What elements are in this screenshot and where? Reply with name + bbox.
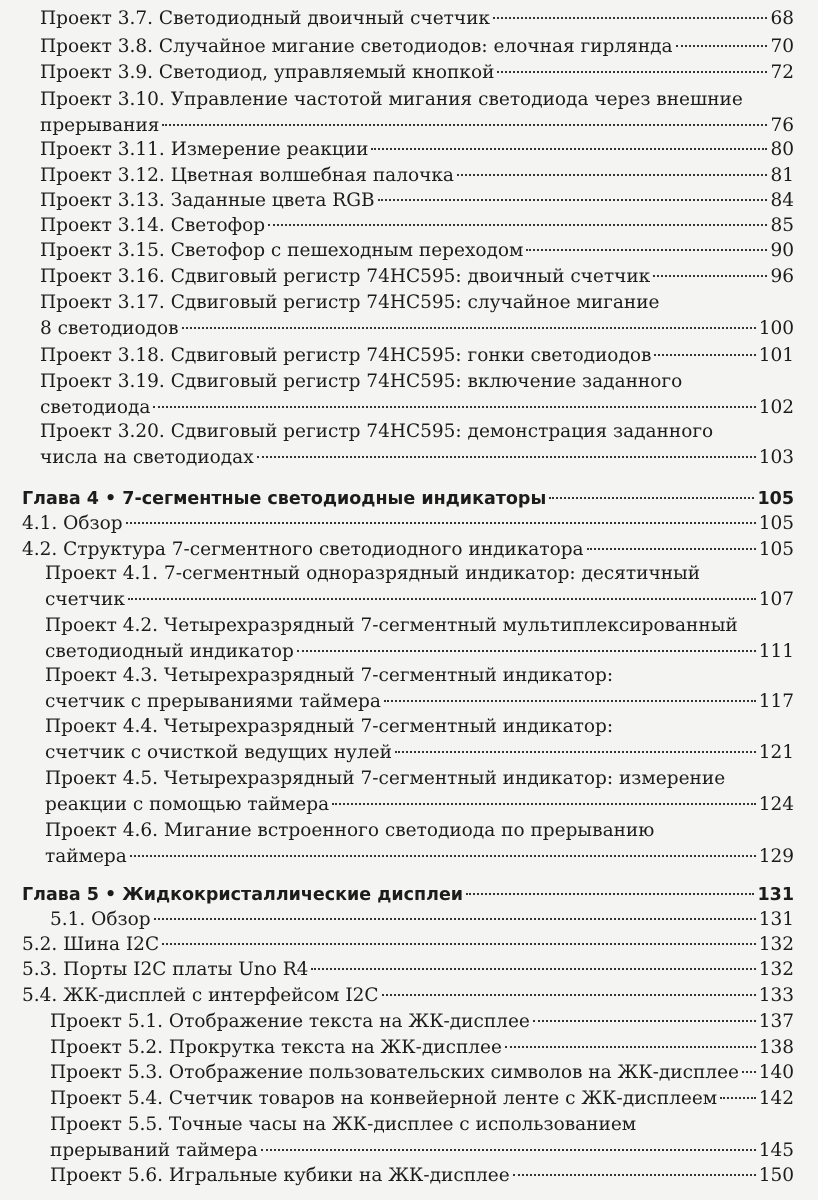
page-number: 76 [770,115,794,136]
dot-leader [549,497,754,499]
toc-entry-title: Проект 3.10. Управление частотой мигания светодиода через внешние [40,89,743,110]
dot-leader [268,224,767,226]
toc-entry-title: Проект 3.18. Сдвиговый регистр 74HC595: гонки светодиодов [40,345,652,366]
toc-entry-title-continuation: счетчик с очисткой ведущих нулей [45,742,392,763]
toc-entry-title: Проект 3.15. Светофор с пешеходным переходом [40,240,524,261]
page-number: 129 [758,846,794,867]
toc-entry [40,87,794,139]
toc-entry-title: 5.3. Порты I2C платы Uno R4 [22,959,309,980]
dot-leader [654,354,755,356]
toc-entry [40,264,794,290]
dot-leader [371,148,767,150]
dot-leader [126,522,756,524]
toc-entry-title: Глава 5 • Жидкокристаллические дисплеи [22,885,464,905]
toc-entry-title: Проект 3.7. Светодиодный двоичный счетчик [40,8,490,29]
toc-entry [22,957,794,983]
toc-entry-title: Проект 3.9. Светодиод, управляемый кнопкой [40,62,495,83]
toc-entry-title-continuation: реакции с помощью таймера [45,794,330,815]
dot-leader [311,968,755,970]
toc-entry [45,714,794,766]
toc-entry [40,137,794,163]
dot-leader [457,174,768,176]
dot-leader [261,1149,756,1151]
toc-entry [50,1035,794,1061]
toc-entry-title: Проект 4.2. Четырехразрядный 7-сегментный мультиплексированный [45,615,738,636]
page-number: 105 [757,489,794,509]
page-number: 72 [770,62,794,83]
dot-leader [720,1097,756,1099]
toc-entry-title: Проект 5.6. Игральные кубики на ЖК-дисплее [50,1165,510,1186]
toc-entry-title: Проект 4.6. Мигание встроенного светодиода по прерыванию [45,820,655,841]
page-number: 101 [758,345,794,366]
dot-leader [384,700,756,702]
toc-entry [40,290,794,342]
toc-chapter-entry [22,882,794,908]
page-number: 96 [770,266,794,287]
toc-entry [22,983,794,1009]
page-number: 70 [770,36,794,57]
toc-entry-title: Проект 3.20. Сдвиговый регистр 74HC595: демонстрация заданного [40,421,714,442]
toc-entry-title: Проект 4.1. 7-сегментный одноразрядный индикатор: десятичный [45,563,701,584]
dot-leader [395,751,756,753]
toc-entry-title: Проект 5.2. Прокрутка текста на ЖК-дисплее [50,1037,502,1058]
page-number: 90 [770,240,794,261]
page-number: 105 [758,539,794,560]
toc-entry [40,369,794,421]
toc-entry-title: Проект 3.11. Измерение реакции [40,139,369,160]
toc-entry [50,1060,794,1086]
toc-entry-title: Глава 4 • 7-сегментные светодиодные индикаторы [22,489,547,509]
toc-entry-title-continuation: 8 светодиодов [40,318,179,339]
toc-entry-title: Проект 5.5. Точные часы на ЖК-дисплее с использованием [50,1114,637,1135]
toc-entry-title: Проект 3.14. Светофор [40,215,266,236]
toc-entry-title-continuation: прерываний таймера [50,1140,258,1161]
dot-leader [505,1046,756,1048]
page-number: 84 [770,190,794,211]
dot-leader [587,548,756,550]
toc-entry-title: Проект 3.17. Сдвиговый регистр 74HC595: случайное мигание [40,292,660,313]
dot-leader [526,249,767,251]
page-number: 132 [758,959,794,980]
toc-entry-title: Проект 4.5. Четырехразрядный 7-сегментный индикатор: измерение [45,768,726,789]
toc-entry-title: Проект 3.19. Сдвиговый регистр 74HC595: включение заданного [40,371,683,392]
dot-leader [297,650,756,652]
toc-entry [40,343,794,369]
toc-entry-title: Проект 5.3. Отображение пользовательских символов на ЖК-дисплее [50,1062,739,1083]
toc-entry-title: Проект 5.1. Отображение текста на ЖК-дисплее [50,1011,530,1032]
toc-entry [50,1086,794,1112]
toc-entry-title: Проект 3.13. Заданные цвета RGB [40,190,375,211]
toc-entry [45,561,794,613]
dot-leader [257,456,756,458]
page-number: 145 [758,1140,794,1161]
toc-entry [50,1112,794,1164]
dot-leader [533,1020,756,1022]
toc-entry [40,6,794,32]
page-number: 138 [758,1037,794,1058]
toc-entry-title: 5.2. Шина I2C [22,934,160,955]
toc-entry-title: Проект 3.12. Цветная волшебная палочка [40,165,454,186]
toc-entry [40,60,794,86]
dot-leader [130,855,756,857]
toc-entry-title-continuation: прерывания [40,115,160,136]
toc-entry [40,188,794,214]
toc-entry-title-continuation: светодиодный индикатор [45,641,294,662]
toc-entry [22,932,794,958]
page-number: 140 [758,1062,794,1083]
toc-entry-title-continuation: светодиода [40,397,151,418]
toc-entry-title: Проект 4.3. Четырехразрядный 7-сегментный индикатор: [45,665,614,686]
dot-leader [676,45,768,47]
toc-chapter-entry [22,486,794,512]
page-number: 107 [758,589,794,610]
dot-leader [742,1071,756,1073]
toc-entry [50,1009,794,1035]
dot-leader [653,275,767,277]
toc-entry [45,766,794,818]
page-number: 133 [758,985,794,1006]
toc-entry-title-continuation: счетчик с прерываниями таймера [45,691,381,712]
toc-entry-title: Проект 4.4. Четырехразрядный 7-сегментный индикатор: [45,716,614,737]
page-number: 81 [770,165,794,186]
toc-entry-title: Проект 3.8. Случайное мигание светодиодов: елочная гирлянда [40,36,673,57]
toc-entry [22,511,794,537]
toc-entry [50,907,794,933]
page-number: 68 [770,8,794,29]
dot-leader [378,199,768,201]
toc-entry-title: 5.4. ЖК-дисплей с интерфейсом I2C [22,985,379,1006]
toc-entry [40,419,794,471]
toc-entry [40,163,794,189]
page-number: 85 [770,215,794,236]
toc-entry-title: 4.2. Структура 7-сегментного светодиодного индикатора [22,539,584,560]
page-number: 142 [758,1088,794,1109]
toc-entry-title-continuation: счетчик [45,589,125,610]
page-number: 80 [770,139,794,160]
dot-leader [153,406,755,408]
toc-entry [40,34,794,60]
page-number: 137 [758,1011,794,1032]
page-number: 131 [757,885,794,905]
dot-leader [513,1174,756,1176]
toc-entry [40,238,794,264]
dot-leader [162,124,767,126]
page-number: 100 [758,318,794,339]
toc-entry-title-continuation: таймера [45,846,127,867]
dot-leader [128,598,756,600]
dot-leader [493,17,767,19]
dot-leader [332,803,756,805]
page-number: 105 [758,513,794,534]
dot-leader [182,327,756,329]
dot-leader [162,943,756,945]
page-number: 131 [758,909,794,930]
page-number: 117 [758,691,794,712]
page-number: 124 [758,794,794,815]
page-number: 132 [758,934,794,955]
page-number: 102 [758,397,794,418]
page-number: 150 [758,1165,794,1186]
toc-entry [45,663,794,715]
toc-entry-title: 5.1. Обзор [50,909,151,930]
page-number: 103 [758,447,794,468]
page-number: 121 [758,742,794,763]
page-number: 111 [758,641,794,662]
toc-entry-title: Проект 3.16. Сдвиговый регистр 74HC595: двоичный счетчик [40,266,651,287]
toc-entry [22,537,794,563]
dot-leader [466,893,754,895]
toc-entry-title: 4.1. Обзор [22,513,123,534]
toc-entry [45,818,794,870]
toc-entry [50,1163,794,1189]
toc-entry [40,213,794,239]
toc-entry-title-continuation: числа на светодиодах [40,447,254,468]
toc-entry [45,613,794,665]
dot-leader [382,994,756,996]
toc-entry-title: Проект 5.4. Счетчик товаров на конвейерной ленте с ЖК-дисплеем [50,1088,718,1109]
dot-leader [154,918,756,920]
dot-leader [497,71,767,73]
